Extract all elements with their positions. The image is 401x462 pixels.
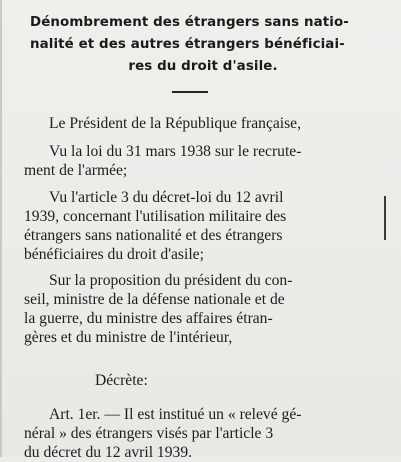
- article-1-line-2: néral » des étrangers visés par l'article 3: [24, 425, 274, 442]
- vu-loi-line-1: Vu la loi du 31 mars 1938 sur le recrute-: [49, 143, 302, 160]
- heading-line-2: nalité et des autres étrangers bénéficiai-: [30, 37, 345, 52]
- proposition-line-1: Sur la proposition du président du con-: [49, 272, 293, 289]
- proposition-line-3: la guerre, du ministre des affaires étran-: [24, 310, 273, 327]
- proposition-line-4: gères et du ministre de l'intérieur,: [24, 329, 233, 346]
- heading-line-1: Dénombrement des étrangers sans natio-: [30, 15, 349, 30]
- vu-article-line-4: bénéficiaires du droit d'asile;: [24, 246, 204, 263]
- margin-mark: [384, 196, 386, 240]
- vu-article-line-2: 1939, concernant l'utilisation militaire des: [24, 208, 287, 225]
- vu-article-line-1: Vu l'article 3 du décret-loi du 12 avril: [49, 189, 284, 206]
- heading-line-3: res du droit d'asile.: [128, 59, 278, 74]
- vu-article-line-3: étrangers sans nationalité et des étrangers: [24, 227, 283, 244]
- president-line: Le Président de la République française,: [49, 115, 302, 132]
- article-1-line-3: du décret du 12 avril 1939.: [24, 444, 193, 461]
- article-1-line-1: Art. 1er. — Il est institué un « relevé gé-: [49, 406, 302, 423]
- heading-divider: [172, 91, 208, 93]
- decrete-line: Décrète:: [95, 372, 148, 389]
- page-edge: [0, 0, 2, 457]
- decree-heading: [30, 12, 376, 78]
- proposition-line-2: seil, ministre de la défense nationale et de: [24, 291, 285, 308]
- vu-loi-line-2: ment de l'armée;: [24, 162, 128, 179]
